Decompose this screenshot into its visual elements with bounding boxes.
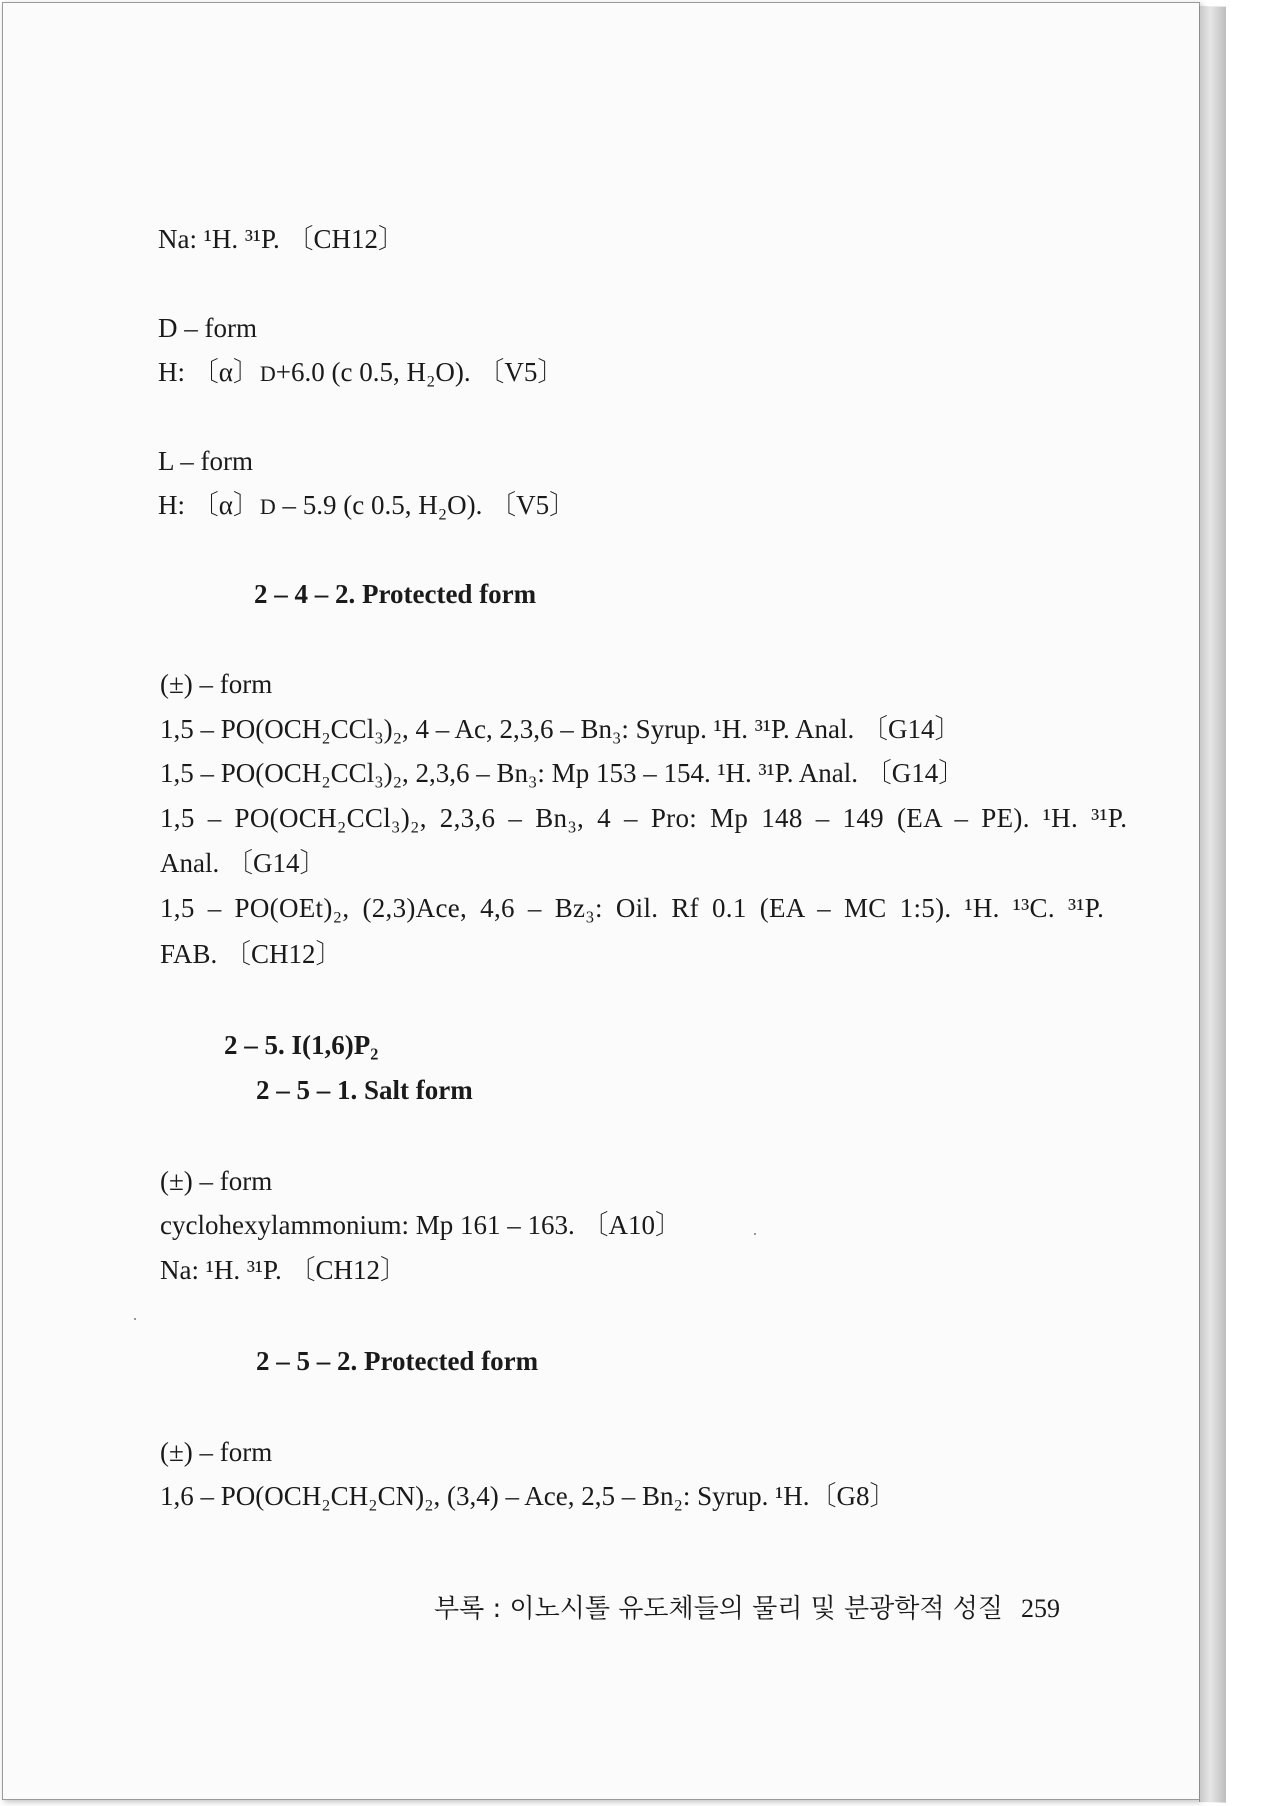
- text-line: cyclohexylammonium: Mp 161 – 163. 〔A10〕: [160, 1210, 682, 1240]
- section-heading: 2 – 4 – 2. Protected form: [254, 579, 537, 609]
- text-line: H: 〔α〕D+6.0 (c 0.5, H₂O). 〔V5〕: [158, 357, 565, 387]
- page-edge-shadow: [1199, 6, 1226, 1803]
- text-line: Na: ¹H. ³¹P. 〔CH12〕: [158, 224, 406, 254]
- footer-title: 부록 : 이노시톨 유도체들의 물리 및 분광학적 성질: [434, 1594, 1003, 1624]
- page-footer: [434, 1592, 1060, 1626]
- text-line: (±) – form: [160, 1166, 273, 1196]
- text-line: H: 〔α〕D – 5.9 (c 0.5, H₂O). 〔V5〕: [158, 490, 577, 520]
- text-line: (±) – form: [160, 1437, 273, 1467]
- page-number: 259: [1020, 1594, 1060, 1623]
- text-line: Na: ¹H. ³¹P. 〔CH12〕: [160, 1255, 408, 1285]
- text-line: 1,5 – PO(OCH₂CCl₃)₂, 4 – Ac, 2,3,6 – Bn₃: Syrup. ¹H. ³¹P. Anal. 〔G14〕: [160, 714, 962, 744]
- text-line: FAB. 〔CH12〕: [160, 939, 343, 969]
- scan-speck: [134, 1318, 136, 1320]
- section-heading: 2 – 5. I(1,6)P₂: [224, 1030, 379, 1060]
- text-line: (±) – form: [160, 669, 273, 699]
- text-line: 1,5 – PO(OEt)₂, (2,3)Ace, 4,6 – Bz₃: Oil. Rf 0.1 (EA – MC 1:5). ¹H. ¹³C. ³¹P.: [160, 893, 1105, 923]
- text-line: D – form: [158, 313, 257, 343]
- text-line: Anal. 〔G14〕: [160, 848, 327, 878]
- section-heading: 2 – 5 – 1. Salt form: [256, 1075, 473, 1105]
- text-line: 1,5 – PO(OCH₂CCl₃)₂, 2,3,6 – Bn₃: Mp 153 – 154. ¹H. ³¹P. Anal. 〔G14〕: [160, 758, 966, 788]
- section-heading: 2 – 5 – 2. Protected form: [256, 1346, 539, 1376]
- text-line: L – form: [158, 446, 253, 476]
- text-line: 1,5 – PO(OCH₂CCl₃)₂, 2,3,6 – Bn₃, 4 – Pro: Mp 148 – 149 (EA – PE). ¹H. ³¹P.: [160, 803, 1128, 833]
- text-line: 1,6 – PO(OCH₂CH₂CN)₂, (3,4) – Ace, 2,5 – Bn₂: Syrup. ¹H.〔G8〕: [160, 1481, 897, 1511]
- scan-speck: [754, 1233, 756, 1235]
